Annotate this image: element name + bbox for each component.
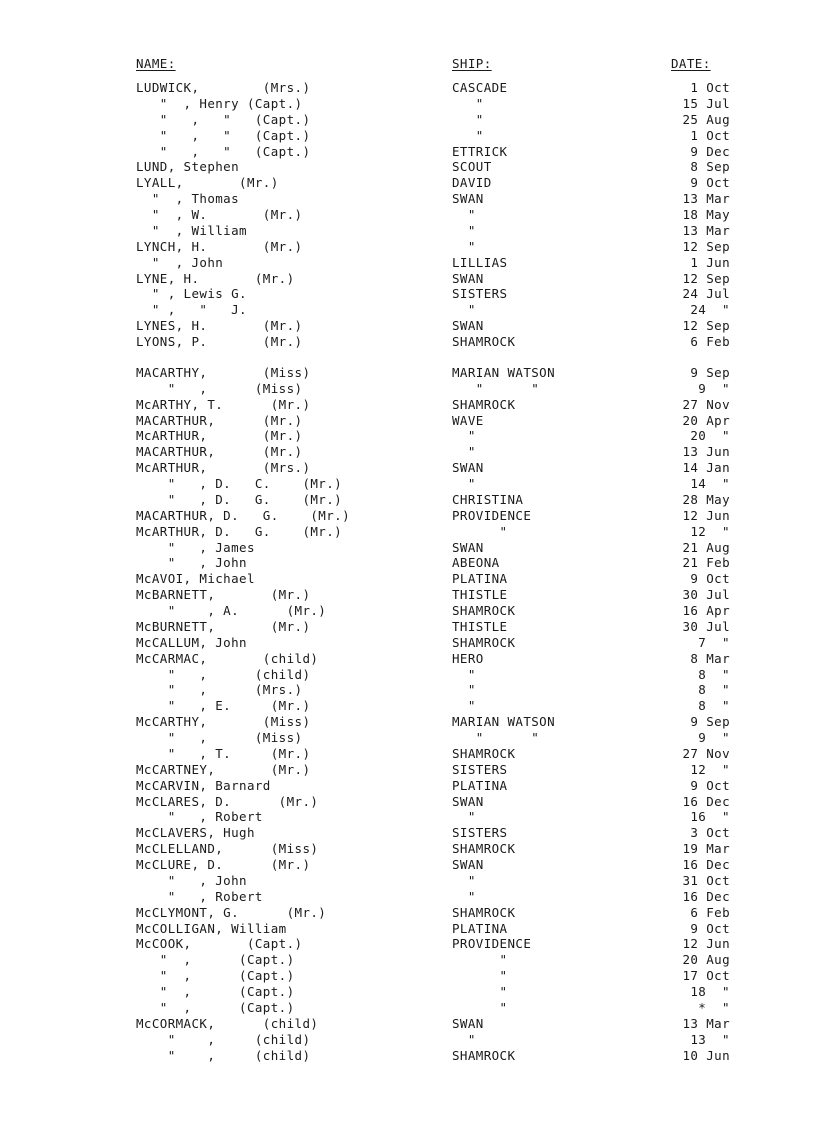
list-row [0,128,816,144]
arrival-date-cell: 12 Sep [682,318,730,334]
list-row [0,397,816,413]
list-row [0,889,816,905]
arrival-date-cell: 9 Sep [682,714,730,730]
ship-name-cell: SISTERS [452,286,508,302]
list-row [0,635,816,651]
arrival-date-cell: 24 " [690,302,730,318]
ship-name-cell: ABEONA [452,555,500,571]
passenger-name-cell: McARTHY, T. (Mr.) [136,396,311,412]
arrival-date-cell: 9 " [690,730,730,745]
ship-name-cell: PLATINA [452,920,508,936]
arrival-date-cell: 20 Apr [682,412,730,428]
passenger-name-cell: " , E. (Mr.) [136,698,311,714]
list-row [0,476,816,492]
list-row [0,778,816,794]
ship-name-cell: SHAMROCK [452,904,516,920]
passenger-name-cell: McAVOI, Michael [136,571,255,587]
passenger-name-cell: McCARVIN, Barnard [136,777,271,793]
list-row [0,492,816,508]
list-row [0,1048,816,1064]
list-row [0,603,816,619]
list-row [0,714,816,730]
ship-name-cell: " [452,428,476,444]
passenger-name-cell: " , John [136,872,247,888]
list-row [0,905,816,921]
arrival-date-cell: 24 Jul [682,286,730,302]
arrival-date-cell: 9 Dec [682,143,730,159]
list-row [0,508,816,524]
list-row [0,191,816,207]
passenger-name-cell: " , Lewis G. [136,286,247,302]
passenger-name-cell: McCLAVERS, Hugh [136,825,255,841]
arrival-date-cell: 21 Feb [682,555,730,571]
ship-name-cell: SHAMROCK [452,334,516,349]
arrival-date-cell: 19 Mar [682,841,730,857]
list-row [0,334,816,350]
arrival-date-cell: 28 May [682,491,730,507]
passenger-name-cell: " , (Capt.) [136,999,295,1015]
passenger-name-cell: McCLURE, D. (Mr.) [136,857,311,872]
passenger-name-cell: LYNCH, H. (Mr.) [136,238,303,254]
ship-name-cell: SHAMROCK [452,841,516,857]
ship-name-cell: MARIAN WATSON [452,714,556,730]
ship-name-cell: CASCADE [452,80,508,95]
list-row [0,302,816,318]
list-row [0,698,816,714]
list-row [0,175,816,191]
ship-name-cell: " " [452,380,540,396]
ship-name-cell: " [452,682,476,698]
passenger-name-cell: LYNE, H. (Mr.) [136,270,295,286]
passenger-name-cell: " , Henry (Capt.) [136,95,303,111]
ship-name-cell: " [452,238,476,254]
passenger-name-cell: McBARNETT, (Mr.) [136,587,311,603]
arrival-date-cell: 20 Aug [682,952,730,968]
list-row [0,571,816,587]
arrival-date-cell: 13 Mar [682,1015,730,1031]
passenger-name-cell: " , Robert [136,888,263,904]
arrival-date-cell: 8 " [690,682,730,698]
arrival-date-cell: 9 Oct [682,571,730,587]
ship-name-cell: " [452,1031,476,1047]
passenger-list [0,80,816,1063]
list-row [0,857,816,873]
passenger-name-cell: McCOLLIGAN, William [136,920,287,936]
passenger-name-cell: " , Robert [136,809,263,825]
arrival-date-cell: 27 Nov [682,745,730,761]
list-row [0,555,816,571]
list-row [0,794,816,810]
list-row [0,667,816,683]
passenger-name-cell: " , " J. [136,302,247,318]
passenger-name-cell: " , (child) [136,1031,311,1047]
list-row [0,223,816,239]
list-row [0,762,816,778]
arrival-date-cell: 13 Jun [682,444,730,460]
ship-name-cell: PROVIDENCE [452,507,532,523]
passenger-name-cell: MACARTHUR, (Mr.) [136,412,303,428]
passenger-name-cell: " , (Miss) [136,380,303,396]
list-row [0,921,816,937]
list-row [0,984,816,1000]
ship-name-cell: " [452,888,476,904]
arrival-date-cell: 30 Jul [682,618,730,634]
list-row [0,524,816,540]
list-row [0,619,816,635]
passenger-name-cell: McARTHUR, (Mrs.) [136,460,311,476]
ship-name-cell: SWAN [452,539,484,555]
passenger-name-cell: LUDWICK, (Mrs.) [136,80,311,95]
list-row [0,809,816,825]
passenger-name-cell: " , (Capt.) [136,952,295,968]
ship-name-cell: PLATINA [452,777,508,793]
arrival-date-cell: 12 " [690,523,730,539]
ship-name-cell: PROVIDENCE [452,936,532,952]
passenger-name-cell: " , (child) [136,1047,311,1063]
ship-name-cell: THISTLE [452,587,508,603]
passenger-name-cell: " , John [136,555,247,571]
arrival-date-cell: 13 Mar [682,222,730,238]
list-row [0,318,816,334]
arrival-date-cell: 12 Sep [682,270,730,286]
ship-name-cell: SWAN [452,270,484,286]
ship-name-cell: " [452,809,476,825]
passenger-name-cell: " , (Capt.) [136,968,295,984]
ship-name-cell: SWAN [452,857,484,872]
ship-name-cell: " " [452,730,540,745]
arrival-date-cell: 30 Jul [682,587,730,603]
list-row [0,1032,816,1048]
passenger-name-cell: " , William [136,222,247,238]
ship-name-cell: SWAN [452,460,484,476]
list-row [0,1000,816,1016]
arrival-date-cell: 9 Oct [682,175,730,191]
passenger-name-cell: McCALLUM, John [136,634,247,650]
ship-name-cell: SHAMROCK [452,603,516,618]
arrival-date-cell: 16 Dec [682,793,730,809]
ship-name-cell: HERO [452,650,484,666]
ship-name-cell: " [452,207,476,222]
passenger-name-cell: McBURNETT, (Mr.) [136,618,311,634]
arrival-date-cell: 12 " [690,761,730,777]
arrival-date-cell: 13 Mar [682,191,730,207]
passenger-name-cell: McCLARES, D. (Mr.) [136,793,319,809]
passenger-name-cell: " , " (Capt.) [136,143,311,159]
arrival-date-cell: 8 Sep [682,159,730,175]
arrival-date-cell: 1 Jun [682,254,730,270]
list-row [0,730,816,746]
passenger-name-cell: " , D. G. (Mr.) [136,491,343,507]
passenger-name-cell: LYNES, H. (Mr.) [136,318,303,334]
list-row [0,80,816,96]
arrival-date-cell: 1 Oct [682,127,730,143]
ship-name-cell: " [452,698,476,714]
ship-name-cell: MARIAN WATSON [452,364,556,380]
ship-name-cell: ETTRICK [452,143,508,159]
arrival-date-cell: 9 Oct [682,777,730,793]
ship-name-cell: SWAN [452,1015,484,1031]
list-row [0,207,816,223]
passenger-name-cell: LYALL, (Mr.) [136,175,279,191]
ship-name-cell: " [452,952,508,968]
arrival-date-cell: 8 Mar [682,650,730,666]
arrival-date-cell: 18 May [682,207,730,222]
list-row [0,144,816,160]
ship-name-cell: SISTERS [452,825,508,841]
passenger-name-cell: " , (Mrs.) [136,682,303,698]
list-row [0,365,816,381]
arrival-date-cell: 1 Oct [682,80,730,95]
arrival-date-cell: 25 Aug [682,111,730,127]
list-row [0,587,816,603]
list-row [0,952,816,968]
passenger-name-cell: " , D. C. (Mr.) [136,476,343,491]
passenger-name-cell: McCARTNEY, (Mr.) [136,761,311,777]
passenger-name-cell: McCLELLAND, (Miss) [136,841,319,857]
list-row [0,413,816,429]
passenger-name-cell: McCARMAC, (child) [136,650,319,666]
ship-name-cell: SISTERS [452,761,508,777]
arrival-date-cell: 16 Apr [682,603,730,618]
list-row [0,286,816,302]
ship-name-cell: " [452,95,484,111]
arrival-date-cell: 8 " [690,698,730,714]
list-row [0,112,816,128]
list-row [0,873,816,889]
passenger-name-cell: " , John [136,254,224,270]
passenger-name-cell: McCORMACK, (child) [136,1015,319,1031]
passenger-name-cell: " , James [136,539,255,555]
arrival-date-cell: 16 Dec [682,857,730,872]
list-row [0,825,816,841]
arrival-date-cell: 9 Sep [682,364,730,380]
passenger-name-cell: " , (Capt.) [136,984,295,999]
arrival-date-cell: 8 " [690,666,730,682]
arrival-date-cell: 13 " [690,1031,730,1047]
ship-name-cell: LILLIAS [452,254,508,270]
passenger-name-cell: McARTHUR, D. G. (Mr.) [136,523,343,539]
passenger-name-cell: McARTHUR, (Mr.) [136,428,303,444]
arrival-date-cell: 20 " [690,428,730,444]
arrival-date-cell: 12 Jun [682,507,730,523]
list-row [0,682,816,698]
arrival-date-cell: 18 " [690,984,730,999]
arrival-date-cell: 17 Oct [682,968,730,984]
passenger-name-cell: MACARTHUR, (Mr.) [136,444,303,460]
passenger-name-cell: LYONS, P. (Mr.) [136,334,303,349]
list-row [0,159,816,175]
arrival-date-cell: 12 Jun [682,936,730,952]
arrival-date-cell: 6 Feb [682,334,730,349]
arrival-date-cell: 27 Nov [682,396,730,412]
list-row [0,444,816,460]
ship-name-cell: SWAN [452,318,484,334]
passenger-name-cell: " , " (Capt.) [136,111,311,127]
passenger-name-cell: " , Thomas [136,191,240,207]
passenger-name-cell: MACARTHUR, D. G. (Mr.) [136,507,350,523]
ship-name-cell: " [452,476,476,491]
passenger-name-cell: " , (Miss) [136,730,303,745]
arrival-date-cell: 9 Oct [682,920,730,936]
arrival-date-cell: 15 Jul [682,95,730,111]
ship-name-cell: " [452,968,508,984]
arrival-date-cell: 10 Jun [682,1047,730,1063]
passenger-name-cell: McCOOK, (Capt.) [136,936,303,952]
ship-name-cell: SCOUT [452,159,492,175]
ship-name-cell: " [452,302,476,318]
list-row [0,936,816,952]
ship-name-cell: " [452,999,508,1015]
ship-name-cell: SHAMROCK [452,745,516,761]
list-row [0,841,816,857]
date-column-header: DATE: [671,56,711,71]
ship-name-cell: SHAMROCK [452,634,516,650]
arrival-date-cell: 16 Dec [682,888,730,904]
ship-name-cell: PLATINA [452,571,508,587]
ship-name-cell: CHRISTINA [452,491,524,507]
ship-name-cell: SHAMROCK [452,1047,516,1063]
ship-name-cell: " [452,222,476,238]
passenger-name-cell: " , " (Capt.) [136,127,311,143]
list-row [0,1016,816,1032]
passenger-name-cell: McCARTHY, (Miss) [136,714,311,730]
arrival-date-cell: 9 " [690,380,730,396]
arrival-date-cell: 12 Sep [682,238,730,254]
ship-name-cell: " [452,523,508,539]
ship-name-cell: " [452,872,476,888]
list-row [0,96,816,112]
ship-name-cell: WAVE [452,412,484,428]
arrival-date-cell: 21 Aug [682,539,730,555]
passenger-name-cell: MACARTHY, (Miss) [136,364,311,380]
passenger-name-cell: McCLYMONT, G. (Mr.) [136,904,327,920]
arrival-date-cell: 3 Oct [682,825,730,841]
ship-name-cell: " [452,444,476,460]
passenger-name-cell: LUND, Stephen [136,159,240,175]
passenger-name-cell: " , (child) [136,666,311,682]
list-row [0,271,816,287]
arrival-date-cell: 7 " [690,634,730,650]
ship-name-cell: SWAN [452,793,484,809]
arrival-date-cell: 16 " [690,809,730,825]
passenger-name-cell: " , A. (Mr.) [136,603,327,618]
name-column-header: NAME: [136,56,176,71]
list-row [0,428,816,444]
ship-name-cell: " [452,127,484,143]
list-row [0,239,816,255]
list-row [0,255,816,271]
ship-name-cell: SWAN [452,191,484,207]
list-row [0,460,816,476]
ship-name-cell: " [452,111,484,127]
ship-name-cell: SHAMROCK [452,396,516,412]
arrival-date-cell: 14 " [690,476,730,491]
ship-name-cell: " [452,984,508,999]
ship-column-header: SHIP: [452,56,492,71]
arrival-date-cell: 14 Jan [682,460,730,476]
list-row [0,746,816,762]
passenger-name-cell: " , T. (Mr.) [136,745,311,761]
list-row [0,540,816,556]
ship-name-cell: THISTLE [452,618,508,634]
ship-name-cell: DAVID [452,175,492,191]
list-row [0,381,816,397]
list-row [0,968,816,984]
ship-name-cell: " [452,666,476,682]
list-row [0,651,816,667]
arrival-date-cell: 31 Oct [682,872,730,888]
arrival-date-cell: 6 Feb [682,904,730,920]
passenger-name-cell: " , W. (Mr.) [136,207,303,222]
arrival-date-cell: * " [690,999,730,1015]
